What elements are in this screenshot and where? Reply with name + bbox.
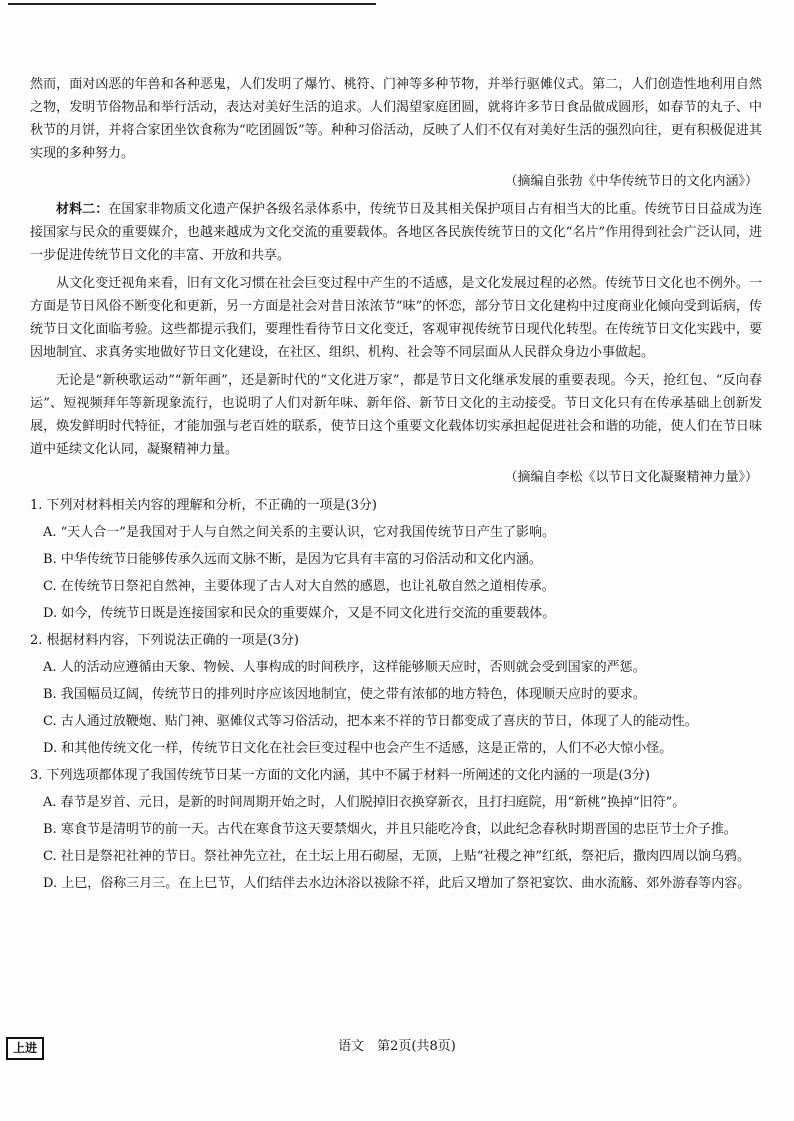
material2-label: 材料二：: [56, 202, 109, 217]
page-number: 语文 第2页(共8页): [338, 1039, 456, 1054]
option-c: C. 古人通过放鞭炮、贴门神、驱傩仪式等习俗活动，把本来不祥的节日都变成了喜庆的节日，体现了人的能动性。: [43, 714, 698, 729]
option-a: A. 人的活动应遵循由天象、物候、人事构成的时间秩序，这样能够顺天应时，否则就会受到国家的严惩。: [43, 660, 646, 675]
option-d: D. 上巳，俗称三月三。在上巳节，人们结伴去水边沐浴以祓除不祥，此后又增加了祭祀宴饮、曲水流觞、郊外游春等内容。: [43, 876, 751, 891]
page-body: [30, 73, 762, 899]
question-stem: 1. 下列对材料相关内容的理解和分析，不正确的一项是(3分): [30, 498, 377, 513]
material1-source: （摘编自张勃《中华传统节日的文化内涵》）: [504, 174, 758, 189]
option-b: B. 寒食节是清明节的前一天。古代在寒食节这天要禁烟火，并且只能吃冷食，以此纪念春秋时期晋国的忠臣节士介子推。: [43, 822, 737, 837]
material2-paragraph-2: 从文化变迁视角来看，旧有文化习惯在社会巨变过程中产生的不适感，是文化发展过程的必然。传统节日文化也不例外。一方面是节日风俗不断变化和更新，另一方面是社会对昔日浓浓节“味”的怀恋，部分节日文化建构中过度商业化倾向受到诟病，传统节日文化面临考验。这些都提示我们，要理性看待节日文化变迁，客观审视传统节日现代化转型。在传统节日文化实践中，要因地制宜、求真务实地做好节日文化建设，在社区、组织、机构、社会等不同层面从人民群众身边小事做起。: [30, 276, 762, 360]
question-3: [30, 764, 762, 896]
option-a: A. “天人合一”是我国对于人与自然之间关系的主要认识，它对我国传统节日产生了影响。: [43, 525, 555, 540]
option-d: D. 如今，传统节日既是连接国家和民众的重要媒介，又是不同文化进行交流的重要载体。: [43, 606, 556, 621]
material2-paragraph-1: [30, 198, 762, 267]
option-c: C. 社日是祭祀社神的节日。祭社神先立社，在土坛上用石砌屋，无顶，上贴“社稷之神”红纸，祭祀后，撒肉四周以饷乌鸦。: [43, 849, 751, 864]
top-rule: [8, 3, 376, 5]
material1-tail: 然而，面对凶恶的年兽和各种恶鬼，人们发明了爆竹、桃符、门神等多种节物，并举行驱傩仪式。第二，人们创造性地利用自然之物，发明节俗物品和举行活动，表达对美好生活的追求。人们渴望家庭团圆，就将许多节日食品做成圆形，如春节的丸子、中秋节的月饼，并将合家团坐饮食称为“吃团圆饭”等。种种习俗活动，反映了人们不仅有对美好生活的强烈向往，更有积极促进其实现的多种努力。: [30, 77, 762, 161]
material2-p1-text: 在国家非物质文化遗产保护各级名录体系中，传统节日及其相关保护项目占有相当大的比重。传统节日日益成为连接国家与民众的重要媒介，也越来越成为文化交流的重要载体。各地区各民族传统节日的文化“名片”作用得到社会广泛认同，进一步促进传统节日文化的丰富、开放和共享。: [30, 202, 762, 263]
option-c: C. 在传统节日祭祀自然神，主要体现了古人对大自然的感恩，也让礼敬自然之道相传承。: [43, 579, 555, 594]
option-d: D. 和其他传统文化一样，传统节日文化在社会巨变过程中也会产生不适感，这是正常的，人们不必大惊小怪。: [43, 741, 673, 756]
option-b: B. 我国幅员辽阔，传统节日的排列时序应该因地制宜，使之带有浓郁的地方特色，体现顺天应时的要求。: [43, 687, 646, 702]
material2-paragraph-3: 无论是“新秧歌运动”“新年画”，还是新时代的“文化进万家”，都是节日文化继承发展的重要表现。今天，抢红包、“反向春运”、短视频拜年等新现象流行，也说明了人们对新年味、新年俗、新节日文化的主动接受。节日文化只有在传承基础上创新发展，焕发鲜明时代特征，才能加强与老百姓的联系，使节日这个重要文化载体切实承担起促进社会和谐的功能，使人们在节日味道中延续文化认同，凝聚精神力量。: [30, 373, 762, 457]
material2-source: （摘编自李松《以节日文化凝聚精神力量》）: [504, 470, 758, 485]
question-1: [30, 494, 762, 626]
option-b: B. 中华传统节日能够传承久远而文脉不断，是因为它具有丰富的习俗活动和文化内涵。: [43, 552, 542, 567]
question-stem: 3. 下列选项都体现了我国传统节日某一方面的文化内涵，其中不属于材料一所阐述的文化内涵的一项是(3分): [30, 768, 650, 783]
question-2: [30, 629, 762, 761]
publisher-badge: 上进: [6, 1037, 44, 1060]
question-stem: 2. 根据材料内容，下列说法正确的一项是(3分): [30, 633, 299, 648]
option-a: A. 春节是岁首、元日，是新的时间周期开始之时，人们脱掉旧衣换穿新衣，且打扫庭院，用“新桃”换掉“旧符”。: [43, 795, 686, 810]
